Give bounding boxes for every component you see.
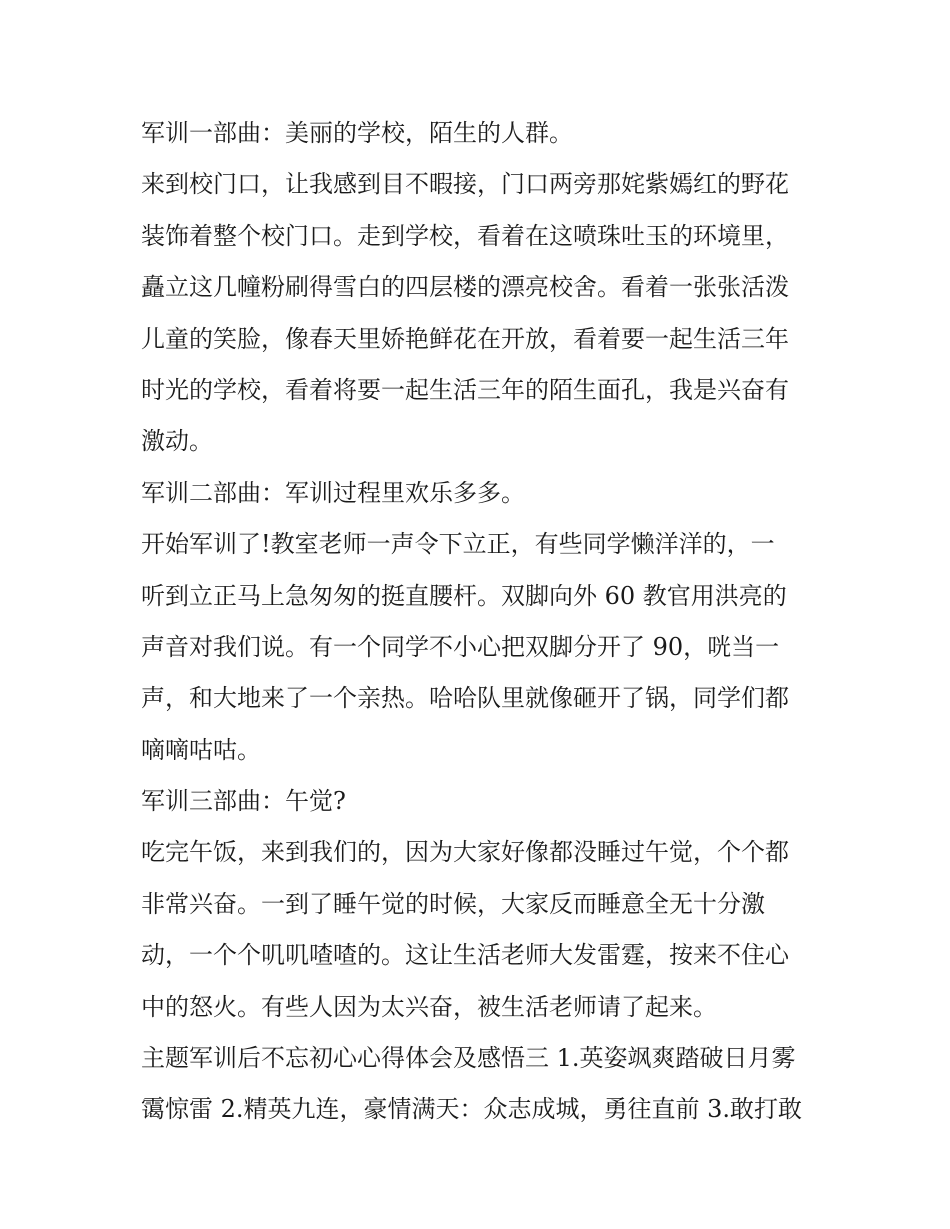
heading-part-three: 军训三部曲：午觉? <box>141 787 346 816</box>
paragraph-line: 非常兴奋。一到了睡午觉的时候，大家反而睡意全无十分激 <box>141 889 765 918</box>
paragraph-line: 动，一个个叽叽喳喳的。这让生活老师大发雷霆，按来不住心 <box>141 941 789 970</box>
paragraph-line: 来到校门口，让我感到目不暇接，门口两旁那姹紫嫣红的野花 <box>141 170 789 199</box>
paragraph-line: 声音对我们说。有一个同学不小心把双脚分开了 90，咣当一 <box>141 632 780 661</box>
paragraph-line: 声，和大地来了一个亲热。哈哈队里就像砸开了锅，同学们都 <box>141 684 789 713</box>
paragraph-line: 矗立这几幢粉刷得雪白的四层楼的漂亮校舍。看着一张张活泼 <box>141 273 789 302</box>
paragraph-line: 时光的学校，看着将要一起生活三年的陌生面孔，我是兴奋有 <box>141 375 789 404</box>
paragraph-line: 中的怒火。有些人因为太兴奋，被生活老师请了起来。 <box>141 992 717 1021</box>
paragraph-line: 儿童的笑脸，像春天里娇艳鲜花在开放，看着要一起生活三年 <box>141 324 789 353</box>
paragraph-line: 吃完午饭，来到我们的，因为大家好像都没睡过午觉，个个都 <box>141 838 789 867</box>
paragraph-line: 激动。 <box>141 427 213 456</box>
paragraph-line: 主题军训后不忘初心心得体会及感悟三 1.英姿飒爽踏破日月雾 <box>141 1044 796 1073</box>
paragraph-line: 嘀嘀咕咕。 <box>141 735 261 764</box>
paragraph-line: 开始军训了!教室老师一声令下立正，有些同学懒洋洋的，一 <box>141 530 775 559</box>
document-body <box>141 108 816 1136</box>
heading-part-two: 军训二部曲：军训过程里欢乐多多。 <box>141 478 525 507</box>
heading-part-one: 军训一部曲：美丽的学校，陌生的人群。 <box>141 119 573 147</box>
paragraph-line: 霭惊雷 2.精英九连，豪情满天：众志成城，勇往直前 3.敢打敢 <box>141 1095 803 1124</box>
paragraph-line: 听到立正马上急匆匆的挺直腰杆。双脚向外 60 教官用洪亮的 <box>141 581 787 610</box>
paragraph-line: 装饰着整个校门口。走到学校，看着在这喷珠吐玉的环境里， <box>141 221 789 250</box>
